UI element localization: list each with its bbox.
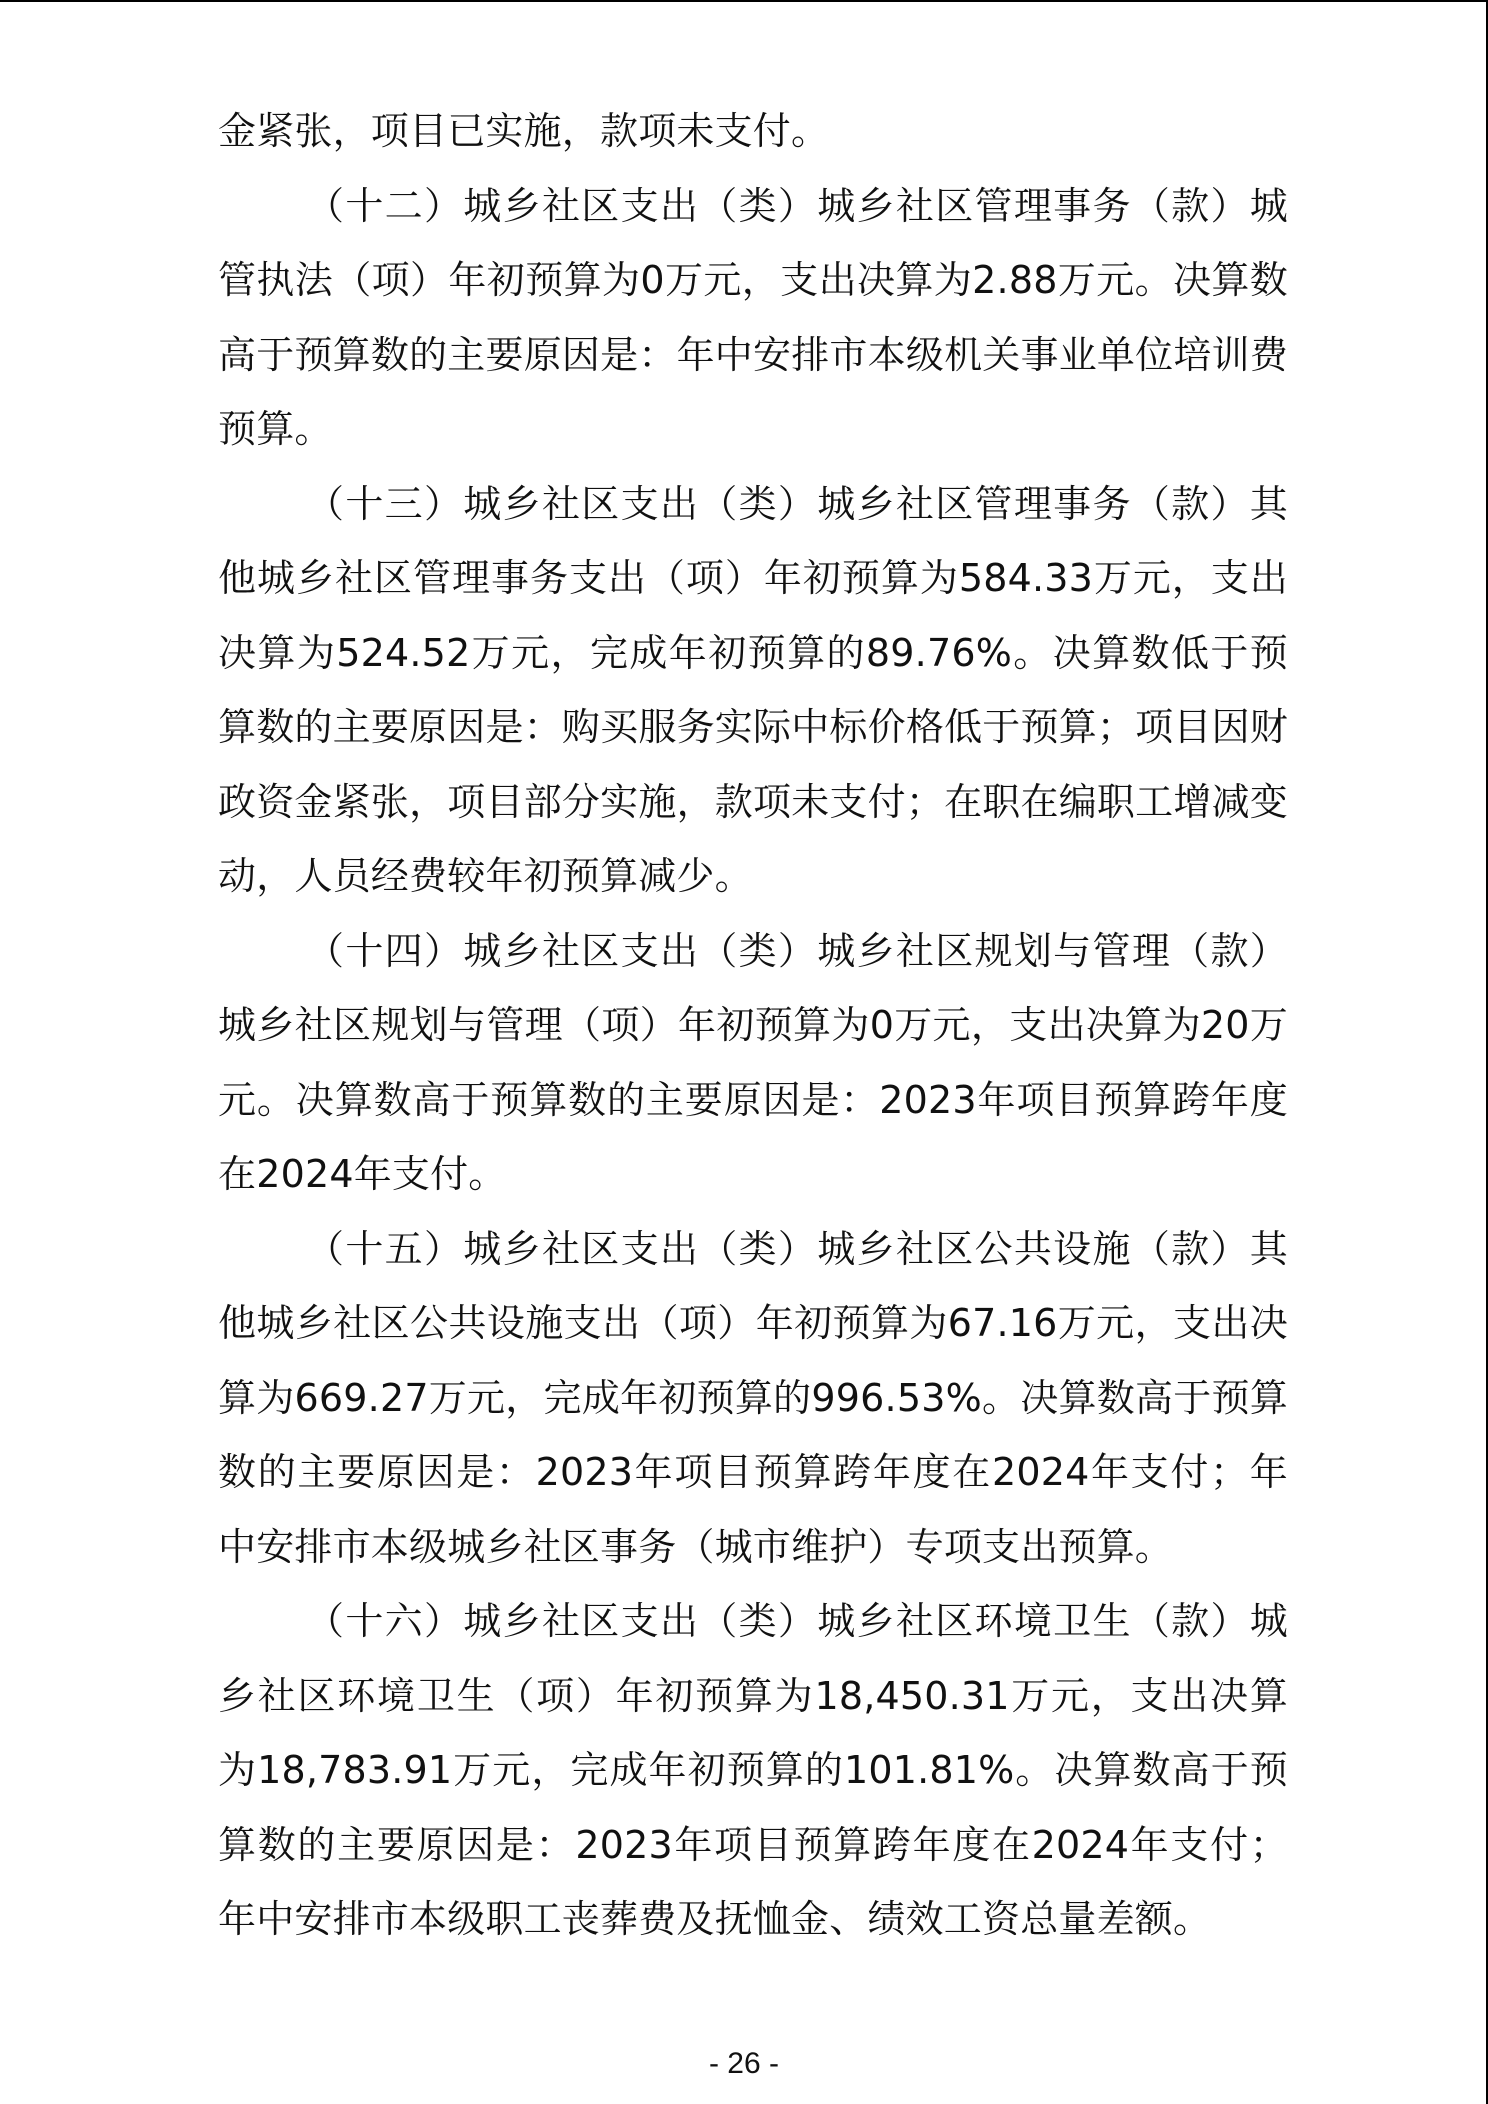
paragraph-continuation: 金紧张，项目已实施，款项未支付。: [218, 109, 830, 153]
page-number: - 26 -: [708, 2047, 780, 2080]
paragraph-item-13: （十三）城乡社区支出（类）城乡社区管理事务（款）其他城乡社区管理事务支出（项）年初预算为584.33万元，支出决算为524.52万元，完成年初预算的89.76%。决算数低于预算数的主要原因是：购买服务实际中标价格低于预算；项目因财政资金紧张，项目部分实施，款项未支付；在职在编职工增减变动，人员经费较年初预算减少。: [218, 481, 1288, 898]
document-body: [218, 94, 1288, 1957]
paragraph-item-15: （十五）城乡社区支出（类）城乡社区公共设施（款）其他城乡社区公共设施支出（项）年初预算为67.16万元，支出决算为669.27万元，完成年初预算的996.53%。决算数高于预算数的主要原因是：2023年项目预算跨年度在2024年支付；年中安排市本级城乡社区事务（城市维护）专项支出预算。: [218, 1226, 1288, 1569]
paragraph-item-12: （十二）城乡社区支出（类）城乡社区管理事务（款）城管执法（项）年初预算为0万元，支出决算为2.88万元。决算数高于预算数的主要原因是：年中安排市本级机关事业单位培训费预算。: [218, 183, 1288, 451]
paragraph-item-14: （十四）城乡社区支出（类）城乡社区规划与管理（款）城乡社区规划与管理（项）年初预算为0万元，支出决算为20万元。决算数高于预算数的主要原因是：2023年项目预算跨年度在2024年支付。: [218, 928, 1288, 1196]
paragraph-item-16: （十六）城乡社区支出（类）城乡社区环境卫生（款）城乡社区环境卫生（项）年初预算为18,450.31万元，支出决算为18,783.91万元，完成年初预算的101.81%。决算数高于预算数的主要原因是：2023年项目预算跨年度在2024年支付；年中安排市本级职工丧葬费及抚恤金、绩效工资总量差额。: [218, 1599, 1288, 1941]
